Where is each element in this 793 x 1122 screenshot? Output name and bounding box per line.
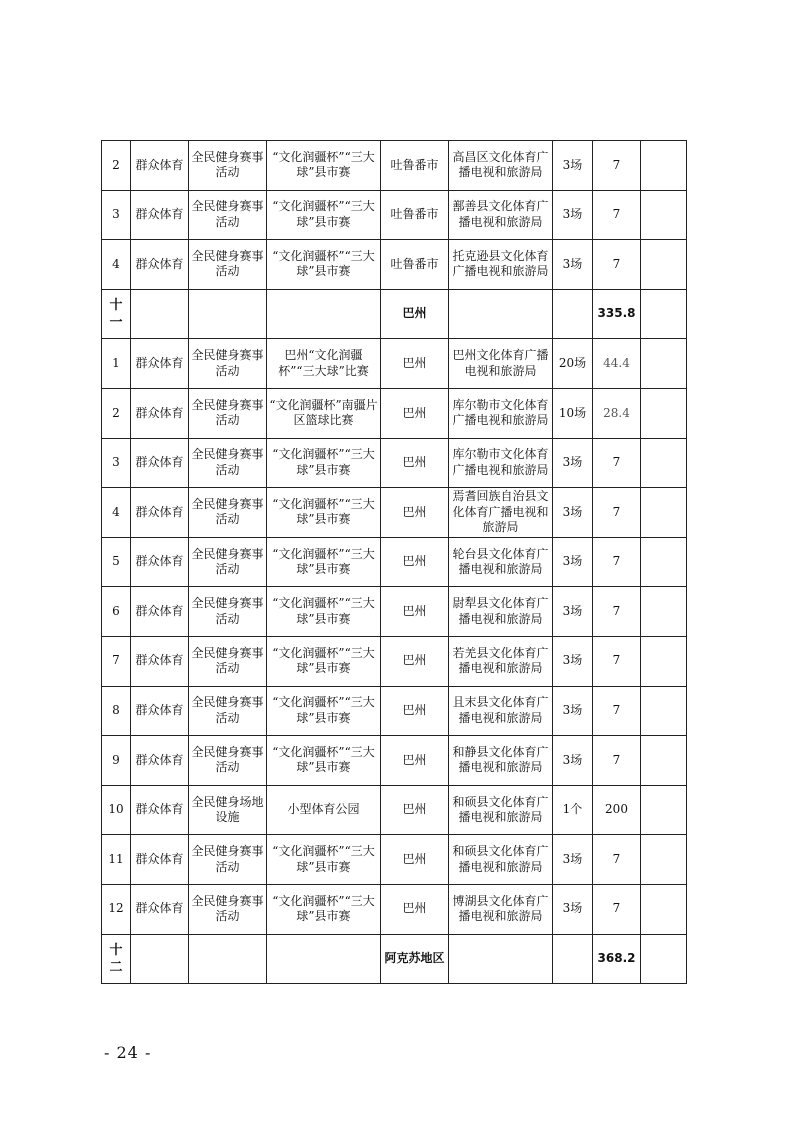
- cell-no: 4: [102, 488, 131, 538]
- cell-cat: 群众体育: [131, 388, 189, 438]
- cell-qty: 3场: [553, 587, 593, 637]
- cell-type: 全民健身赛事活动: [189, 884, 267, 934]
- table-row: [102, 388, 687, 438]
- cell-unit: 鄯善县文化体育广播电视和旅游局: [449, 190, 553, 240]
- section-region: 巴州: [381, 289, 449, 339]
- cell-qty: 3场: [553, 636, 593, 686]
- cell-qty: 10场: [553, 388, 593, 438]
- section-number: [102, 289, 131, 339]
- empty-cell: [131, 289, 189, 339]
- cell-region: 巴州: [381, 736, 449, 786]
- cell-amount: 7: [593, 884, 641, 934]
- cell-type: 全民健身赛事活动: [189, 339, 267, 389]
- cell-type: 全民健身赛事活动: [189, 240, 267, 290]
- table-row: [102, 339, 687, 389]
- cell-no: 1: [102, 339, 131, 389]
- table-row: [102, 884, 687, 934]
- table-row: [102, 488, 687, 538]
- cell-name: “文化润疆杯”“三大球”县市赛: [267, 587, 381, 637]
- cell-qty: 3场: [553, 884, 593, 934]
- cell-amount: 7: [593, 736, 641, 786]
- section-region: 阿克苏地区: [381, 934, 449, 984]
- cell-cat: 群众体育: [131, 884, 189, 934]
- cell-note: [641, 190, 687, 240]
- cell-note: [641, 438, 687, 488]
- cell-name: “文化润疆杯”“三大球”县市赛: [267, 736, 381, 786]
- cell-unit: 库尔勒市文化体育广播电视和旅游局: [449, 388, 553, 438]
- cell-unit: 和硕县文化体育广播电视和旅游局: [449, 835, 553, 885]
- empty-cell: [131, 934, 189, 984]
- cell-type: 全民健身赛事活动: [189, 686, 267, 736]
- cell-note: [641, 884, 687, 934]
- cell-cat: 群众体育: [131, 488, 189, 538]
- cell-cat: 群众体育: [131, 736, 189, 786]
- cell-no: 2: [102, 388, 131, 438]
- cell-no: 3: [102, 190, 131, 240]
- cell-region: 巴州: [381, 636, 449, 686]
- cell-region: 巴州: [381, 438, 449, 488]
- section-number-bottom: 一: [109, 315, 123, 331]
- section-number-top: 十: [109, 298, 123, 314]
- table-row: [102, 141, 687, 191]
- cell-no: 4: [102, 240, 131, 290]
- empty-cell: [449, 289, 553, 339]
- section-number: [102, 934, 131, 984]
- cell-region: 巴州: [381, 587, 449, 637]
- cell-qty: 3场: [553, 736, 593, 786]
- empty-cell: [267, 289, 381, 339]
- cell-qty: 3场: [553, 686, 593, 736]
- cell-name: “文化润疆杯”南疆片区篮球比赛: [267, 388, 381, 438]
- section-number-top: 十: [109, 942, 123, 958]
- cell-region: 巴州: [381, 388, 449, 438]
- section-row: [102, 934, 687, 984]
- cell-unit: 和硕县文化体育广播电视和旅游局: [449, 785, 553, 835]
- cell-no: 9: [102, 736, 131, 786]
- cell-no: 2: [102, 141, 131, 191]
- cell-unit: 若羌县文化体育广播电视和旅游局: [449, 636, 553, 686]
- cell-note: [641, 488, 687, 538]
- table-row: [102, 636, 687, 686]
- cell-name: “文化润疆杯”“三大球”县市赛: [267, 537, 381, 587]
- cell-qty: 3场: [553, 141, 593, 191]
- table-row: [102, 537, 687, 587]
- cell-name: “文化润疆杯”“三大球”县市赛: [267, 141, 381, 191]
- cell-region: 吐鲁番市: [381, 240, 449, 290]
- cell-name: “文化润疆杯”“三大球”县市赛: [267, 240, 381, 290]
- empty-cell: [189, 289, 267, 339]
- cell-type: 全民健身赛事活动: [189, 736, 267, 786]
- cell-type: 全民健身赛事活动: [189, 190, 267, 240]
- empty-cell: [267, 934, 381, 984]
- table-row: [102, 587, 687, 637]
- cell-region: 吐鲁番市: [381, 141, 449, 191]
- cell-qty: 3场: [553, 438, 593, 488]
- cell-note: [641, 537, 687, 587]
- cell-unit: 尉犁县文化体育广播电视和旅游局: [449, 587, 553, 637]
- table-row: [102, 736, 687, 786]
- cell-cat: 群众体育: [131, 438, 189, 488]
- cell-name: 巴州“文化润疆杯”“三大球”比赛: [267, 339, 381, 389]
- cell-amount: 7: [593, 686, 641, 736]
- section-amount: 368.2: [593, 934, 641, 984]
- cell-region: 巴州: [381, 488, 449, 538]
- cell-note: [641, 785, 687, 835]
- empty-cell: [553, 934, 593, 984]
- cell-amount: 44.4: [593, 339, 641, 389]
- cell-qty: 3场: [553, 190, 593, 240]
- cell-qty: 3场: [553, 537, 593, 587]
- cell-note: [641, 587, 687, 637]
- cell-type: 全民健身赛事活动: [189, 537, 267, 587]
- cell-cat: 群众体育: [131, 240, 189, 290]
- cell-name: 小型体育公园: [267, 785, 381, 835]
- cell-region: 巴州: [381, 537, 449, 587]
- cell-region: 巴州: [381, 339, 449, 389]
- cell-no: 10: [102, 785, 131, 835]
- cell-qty: 20场: [553, 339, 593, 389]
- cell-no: 3: [102, 438, 131, 488]
- cell-no: 8: [102, 686, 131, 736]
- cell-amount: 7: [593, 488, 641, 538]
- table-row: [102, 835, 687, 885]
- table-body: [102, 141, 687, 984]
- empty-cell: [449, 934, 553, 984]
- table-row: [102, 438, 687, 488]
- cell-no: 12: [102, 884, 131, 934]
- cell-name: “文化润疆杯”“三大球”县市赛: [267, 488, 381, 538]
- cell-no: 11: [102, 835, 131, 885]
- empty-cell: [189, 934, 267, 984]
- cell-name: “文化润疆杯”“三大球”县市赛: [267, 438, 381, 488]
- cell-cat: 群众体育: [131, 636, 189, 686]
- cell-note: [641, 141, 687, 191]
- cell-cat: 群众体育: [131, 537, 189, 587]
- cell-qty: 1个: [553, 785, 593, 835]
- empty-cell: [641, 289, 687, 339]
- cell-type: 全民健身赛事活动: [189, 141, 267, 191]
- cell-unit: 托克逊县文化体育广播电视和旅游局: [449, 240, 553, 290]
- cell-cat: 群众体育: [131, 785, 189, 835]
- cell-name: “文化润疆杯”“三大球”县市赛: [267, 835, 381, 885]
- cell-name: “文化润疆杯”“三大球”县市赛: [267, 884, 381, 934]
- cell-note: [641, 339, 687, 389]
- cell-cat: 群众体育: [131, 587, 189, 637]
- cell-no: 5: [102, 537, 131, 587]
- cell-note: [641, 835, 687, 885]
- cell-no: 6: [102, 587, 131, 637]
- cell-cat: 群众体育: [131, 835, 189, 885]
- cell-amount: 7: [593, 141, 641, 191]
- cell-region: 巴州: [381, 686, 449, 736]
- cell-name: “文化润疆杯”“三大球”县市赛: [267, 190, 381, 240]
- cell-amount: 7: [593, 190, 641, 240]
- cell-amount: 7: [593, 835, 641, 885]
- budget-table: [101, 140, 687, 984]
- cell-amount: 7: [593, 636, 641, 686]
- cell-type: 全民健身场地设施: [189, 785, 267, 835]
- cell-amount: 7: [593, 537, 641, 587]
- cell-type: 全民健身赛事活动: [189, 488, 267, 538]
- table-row: [102, 240, 687, 290]
- section-row: [102, 289, 687, 339]
- cell-unit: 焉耆回族自治县文化体育广播电视和旅游局: [449, 488, 553, 538]
- cell-name: “文化润疆杯”“三大球”县市赛: [267, 686, 381, 736]
- cell-region: 巴州: [381, 785, 449, 835]
- cell-unit: 轮台县文化体育广播电视和旅游局: [449, 537, 553, 587]
- cell-unit: 且末县文化体育广播电视和旅游局: [449, 686, 553, 736]
- cell-qty: 3场: [553, 240, 593, 290]
- page-number: - 24 -: [104, 1043, 152, 1062]
- cell-unit: 和静县文化体育广播电视和旅游局: [449, 736, 553, 786]
- cell-qty: 3场: [553, 835, 593, 885]
- cell-region: 巴州: [381, 884, 449, 934]
- cell-cat: 群众体育: [131, 141, 189, 191]
- cell-note: [641, 388, 687, 438]
- cell-type: 全民健身赛事活动: [189, 388, 267, 438]
- cell-note: [641, 240, 687, 290]
- empty-cell: [641, 934, 687, 984]
- cell-type: 全民健身赛事活动: [189, 636, 267, 686]
- section-number-bottom: 二: [109, 959, 123, 975]
- cell-amount: 200: [593, 785, 641, 835]
- cell-amount: 7: [593, 438, 641, 488]
- cell-region: 吐鲁番市: [381, 190, 449, 240]
- cell-cat: 群众体育: [131, 339, 189, 389]
- cell-region: 巴州: [381, 835, 449, 885]
- cell-type: 全民健身赛事活动: [189, 587, 267, 637]
- cell-amount: 7: [593, 587, 641, 637]
- cell-note: [641, 736, 687, 786]
- cell-cat: 群众体育: [131, 190, 189, 240]
- cell-amount: 7: [593, 240, 641, 290]
- cell-note: [641, 636, 687, 686]
- table-row: [102, 785, 687, 835]
- cell-cat: 群众体育: [131, 686, 189, 736]
- cell-unit: 高昌区文化体育广播电视和旅游局: [449, 141, 553, 191]
- cell-no: 7: [102, 636, 131, 686]
- cell-type: 全民健身赛事活动: [189, 438, 267, 488]
- table-row: [102, 686, 687, 736]
- cell-qty: 3场: [553, 488, 593, 538]
- section-amount: 335.8: [593, 289, 641, 339]
- cell-unit: 巴州文化体育广播电视和旅游局: [449, 339, 553, 389]
- cell-unit: 库尔勒市文化体育广播电视和旅游局: [449, 438, 553, 488]
- cell-amount: 28.4: [593, 388, 641, 438]
- cell-unit: 博湖县文化体育广播电视和旅游局: [449, 884, 553, 934]
- table-row: [102, 190, 687, 240]
- cell-name: “文化润疆杯”“三大球”县市赛: [267, 636, 381, 686]
- cell-type: 全民健身赛事活动: [189, 835, 267, 885]
- empty-cell: [553, 289, 593, 339]
- cell-note: [641, 686, 687, 736]
